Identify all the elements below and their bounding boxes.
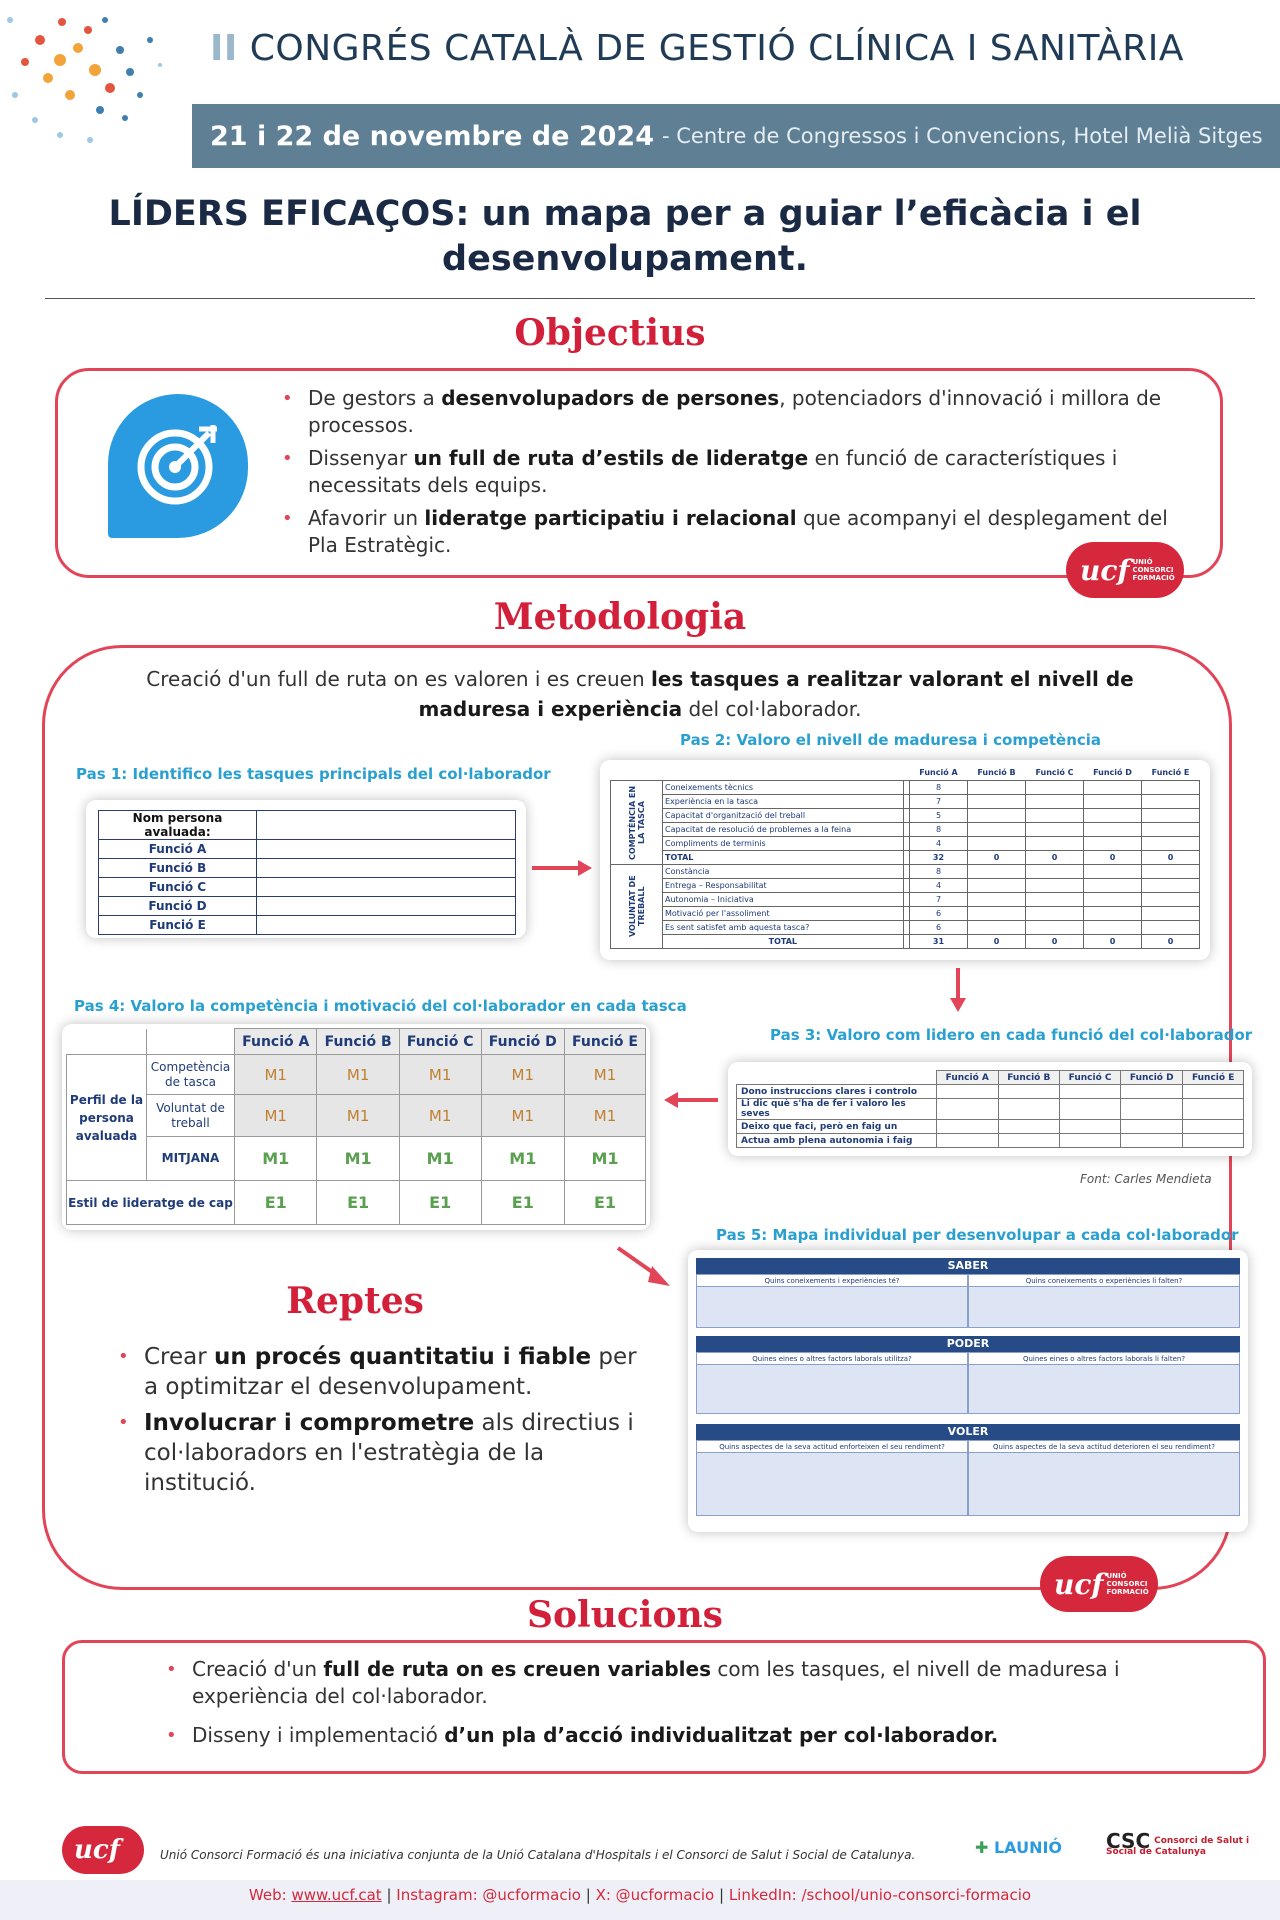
ucf-logo: ucf UNIÓ CONSORCI FORMACIÓ <box>1066 542 1184 598</box>
step5-map-panel <box>688 1250 1248 1532</box>
metodologia-intro: Creació d'un full de ruta on es valoren i es creuen les tasques a realitzar valorant el nivell de maduresa i experiència del col·laborador. <box>146 667 1134 721</box>
decorative-dots <box>0 0 180 170</box>
step2-label: Pas 2: Valoro el nivell de maduresa i competència <box>680 731 1102 749</box>
map-section-voler: VOLER Quins aspectes de la seva actitud enforteixen el seu rendiment? Quins aspectes de la seva actitud deterioren el seu rendiment? <box>696 1424 1240 1516</box>
footer-links-bar: Web: www.ucf.cat | Instagram: @ucformacio | X: @ucformacio | LinkedIn: /school/unio-consorci-formacio <box>0 1880 1280 1920</box>
arrow-right-icon <box>532 858 594 878</box>
linkedin-link[interactable]: LinkedIn: /school/unio-consorci-formacio <box>728 1886 1032 1904</box>
section-title-objectius: Objectius <box>514 312 706 354</box>
target-icon <box>108 394 248 538</box>
section-title-reptes: Reptes <box>286 1280 424 1322</box>
list-item: • Afavorir un lideratge participatiu i relacional que acompanyi el desplegament del Pla Estratègic. <box>276 505 1196 559</box>
divider <box>45 298 1255 299</box>
event-venue: - Centre de Congressos i Convencions, Hotel Melià Sitges <box>662 124 1263 148</box>
list-item: • Involucrar i comprometre als directius i col·laboradors en l'estratègia de la institució. <box>112 1408 652 1498</box>
list-item: • Crear un procés quantitatiu i fiable per a optimitzar el desenvolupament. <box>112 1342 652 1402</box>
congress-roman: II <box>210 28 238 69</box>
ucf-logo-footer: ucf <box>62 1826 144 1874</box>
arrow-diagonal-icon <box>616 1246 672 1288</box>
x-link[interactable]: X: @ucformacio <box>595 1886 715 1904</box>
section-title-metodologia: Metodologia <box>493 596 747 638</box>
instagram-link[interactable]: Instagram: @ucformacio <box>396 1886 581 1904</box>
arrow-left-icon <box>664 1090 720 1110</box>
step5-label: Pas 5: Mapa individual per desenvolupar a cada col·laborador <box>716 1226 1239 1244</box>
congress-name: CONGRÉS CATALÀ DE GESTIÓ CLÍNICA I SANITÀRIA <box>249 28 1185 69</box>
list-item: • Creació d'un full de ruta on es creuen variables com les tasques, el nivell de maduresa i experiència del col·laborador. <box>160 1656 1160 1710</box>
list-item: • Disseny i implementació d’un pla d’acció individualitzat per col·laborador. <box>160 1722 1160 1749</box>
step3-table: Funció A Funció B Funció C Funció D Funció E Dono instruccions clares i controlo Li dic què s'ha de fer i valoro les seves Deixo que faci, però en faig un Actua amb plena autonomia i faig <box>736 1070 1244 1148</box>
step4-table: Funció A Funció B Funció C Funció D Funció E Perfil de la persona avaluada Competència de tasca M1 M1 M1 M1 M1 Voluntat de treball M1 M1 M1 M1 M1 MITJANA M1 M1 M1 M1 M1 Estil de lideratge de cap E1 E1 E1 E1 E1 <box>66 1028 646 1225</box>
step4-table-panel <box>62 1024 650 1230</box>
partner-csc-logo: CSC Consorci de Salut i Social de Catalunya <box>1106 1829 1250 1857</box>
poster-title: LÍDERS EFICAÇOS: un mapa per a guiar l’eficàcia i el desenvolupament. <box>108 194 1142 279</box>
list-item: • De gestors a desenvolupadors de persones, potenciadors d'innovació i millora de processos. <box>276 385 1196 439</box>
step4-label: Pas 4: Valoro la competència i motivació del col·laborador en cada tasca <box>74 997 687 1015</box>
objectius-list <box>276 385 1196 565</box>
step1-table-panel <box>86 800 526 938</box>
map-section-poder: PODER Quines eines o altres factors laborals utilitza? Quines eines o altres factors laborals li falten? <box>696 1336 1240 1414</box>
map-section-saber: SABER Quins coneixements i experiències té? Quins coneixements o experiències li falten? <box>696 1258 1240 1328</box>
section-title-solucions: Solucions <box>527 1594 723 1636</box>
ucf-logo: ucf UNIÓ CONSORCI FORMACIÓ <box>1040 1556 1158 1612</box>
congress-title <box>210 28 1184 69</box>
step1-table: Nom persona avaluada: Funció A Funció B Funció C Funció D Funció E <box>98 810 516 935</box>
source-credit: Font: Carles Mendieta <box>1080 1172 1212 1186</box>
step3-label: Pas 3: Valoro com lidero en cada funció del col·laborador <box>770 1026 1253 1044</box>
list-item: • Dissenyar un full de ruta d’estils de lideratge en funció de característiques i necessitats dels equips. <box>276 445 1196 499</box>
arrow-down-icon <box>948 968 968 1014</box>
footer-description: Unió Consorci Formació és una iniciativa conjunta de la Unió Catalana d'Hospitals i el Consorci de Salut i Social de Catalunya. <box>160 1848 916 1862</box>
partner-launio-logo: ✚ LAUNIÓ <box>975 1838 1063 1857</box>
web-link[interactable]: www.ucf.cat <box>291 1886 382 1904</box>
step2-table-panel <box>600 760 1210 960</box>
step2-table: Funció A Funció B Funció C Funció D Funció E COMPTÈNCIA EN LA TASCA Coneixements tècnics 8 Experiència en la tasca 7 Capacitat d'organització del treball 5 Capacitat de resolució de problemes a la feina 8 Compliments de terminis 4 TOTAL 32 0 0 0 0 VOLUNTAT DE TREBALL Constància 8 Entrega – Responsabilitat 4 Autonomia – Iniciativa 7 Motivació per l'assoliment 6 Es sent satisfet amb aquesta tasca? 6 TOTAL 31 0 0 0 0 <box>610 766 1200 949</box>
date-bar <box>192 104 1280 168</box>
step1-label: Pas 1: Identifico les tasques principals del col·laborador <box>76 765 551 783</box>
step3-table-panel <box>728 1062 1252 1156</box>
event-date: 21 i 22 de novembre de 2024 <box>210 120 654 152</box>
solucions-list <box>160 1656 1160 1755</box>
reptes-list <box>112 1342 652 1504</box>
